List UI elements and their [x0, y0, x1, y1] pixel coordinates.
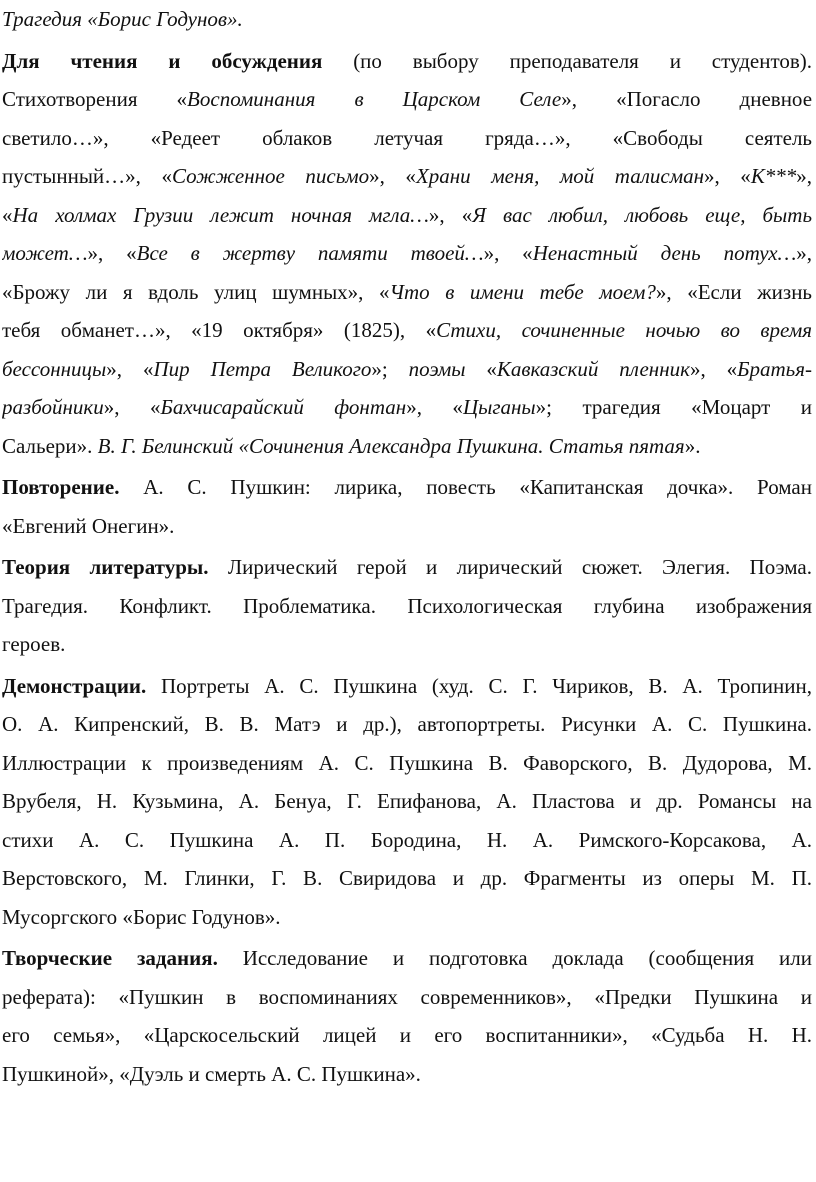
- italic-title: Бахчисарайский фонтан: [160, 395, 407, 419]
- italic-title: Воспоминания в Царском Селе: [187, 87, 562, 111]
- text-run: Сальери».: [2, 433, 98, 458]
- text-run: Пушкиной», «Дуэль и смерть А. С. Пушкина».: [2, 1061, 421, 1086]
- italic-title: поэмы: [408, 356, 466, 381]
- text-run: »,: [796, 241, 812, 265]
- text-line: [2, 1016, 812, 1055]
- text-line: [2, 234, 812, 273]
- text-line: [2, 427, 812, 466]
- text-line: [2, 859, 812, 898]
- text-run: Верстовского, М. Глинки, Г. В. Свиридова и др. Фрагменты из оперы М. П.: [2, 866, 812, 890]
- text-line: [2, 587, 812, 626]
- text-run: пустынный…», «: [2, 164, 172, 188]
- paragraph-literary-theory: [2, 548, 812, 664]
- text-line: [2, 898, 812, 937]
- text-line: [2, 705, 812, 744]
- text-line: [2, 42, 812, 81]
- text-line: [2, 978, 812, 1017]
- text-line: [2, 821, 812, 860]
- text-line: [2, 744, 812, 783]
- section-heading: Демонстрации.: [2, 673, 147, 698]
- text-run: », «: [106, 356, 154, 381]
- paragraph-tragedy-title: [2, 0, 812, 39]
- italic-title: Сожженное письмо: [171, 164, 370, 188]
- italic-title: Братья-: [737, 356, 812, 381]
- text-run: Врубеля, Н. Кузьмина, А. Бенуа, Г. Епифанова, А. Пластова и др. Романсы на: [2, 789, 812, 813]
- text-line: [2, 625, 812, 664]
- italic-title: Стихи, сочиненные ночью во время: [436, 318, 812, 342]
- italic-title: Трагедия «Борис Годунов».: [2, 7, 243, 31]
- text-line: [2, 548, 812, 587]
- text-line: [2, 667, 812, 706]
- text-line: [2, 0, 812, 39]
- text-run: Исследование и подготовка доклада (сообщения или: [217, 946, 812, 970]
- text-run: »; трагедия «Моцарт и: [535, 395, 812, 419]
- text-run: »,: [796, 164, 812, 188]
- text-run: », «: [704, 164, 751, 188]
- text-line: [2, 119, 812, 158]
- italic-title: Что в имени тебе моем?: [389, 279, 656, 304]
- paragraph-creative-tasks: [2, 939, 812, 1093]
- text-line: [2, 80, 812, 119]
- section-heading: Творческие задания.: [2, 946, 218, 970]
- italic-title: Я вас любил, любовь еще, быть: [472, 202, 812, 227]
- italic-title: Все в жертву памяти твоей…: [136, 241, 484, 265]
- text-line: [2, 388, 812, 427]
- italic-title: На холмах Грузии лежит ночная мгла…: [12, 202, 429, 227]
- italic-title: бессонницы: [2, 356, 107, 381]
- text-line: [2, 196, 812, 235]
- italic-title: Пир Петра Великого: [153, 356, 372, 381]
- text-line: [2, 311, 812, 350]
- paragraph-demonstrations: [2, 667, 812, 937]
- text-run: Трагедия. Конфликт. Проблематика. Психологическая глубина изображения: [2, 593, 812, 618]
- text-line: [2, 350, 812, 389]
- text-run: », «Если жизнь: [655, 279, 812, 304]
- text-line: [2, 939, 812, 978]
- text-run: Иллюстрации к произведениям А. С. Пушкина В. Фаворского, В. Дудорова, М.: [2, 750, 812, 775]
- text-run: Мусоргского «Борис Годунов».: [2, 904, 281, 929]
- text-run: тебя обманет…», «19 октября» (1825), «: [2, 318, 437, 342]
- text-line: [2, 782, 812, 821]
- text-run: (по выбору преподавателя и студентов).: [322, 48, 812, 73]
- text-run: », «: [483, 241, 533, 265]
- text-run: Стихотворения «: [2, 87, 188, 111]
- text-run: А. С. Пушкин: лирика, повесть «Капитанская дочка». Роман: [119, 475, 812, 499]
- italic-title: В. Г. Белинский «Сочинения Александра Пушкина. Статья пятая: [97, 433, 685, 458]
- text-run: Портреты А. С. Пушкина (худ. С. Г. Чириков, В. А. Тропинин,: [146, 673, 812, 698]
- text-run: »;: [371, 356, 409, 381]
- text-run: ».: [684, 433, 701, 458]
- text-line: [2, 157, 812, 196]
- paragraph-reading-list: [2, 42, 812, 466]
- text-run: стихи А. С. Пушкина А. П. Бородина, Н. А. Римского-Корсакова, А.: [2, 827, 812, 852]
- italic-title: Цыганы: [462, 395, 536, 419]
- text-line: [2, 273, 812, 312]
- text-run: », «: [87, 241, 137, 265]
- text-run: Лирический герой и лирический сюжет. Элегия. Поэма.: [208, 555, 812, 579]
- text-line: [2, 507, 812, 546]
- text-run: », «: [406, 395, 463, 419]
- text-run: », «: [369, 164, 416, 188]
- text-run: », «: [689, 356, 738, 381]
- section-heading: Теория литературы.: [2, 555, 209, 579]
- italic-title: может…: [2, 241, 88, 265]
- italic-title: разбойники: [2, 395, 104, 419]
- text-run: », «: [103, 395, 161, 419]
- text-run: светило…», «Редеет облаков летучая гряда…», «Свободы сеятель: [2, 125, 812, 150]
- text-run: », «Погасло дневное: [561, 87, 812, 111]
- section-heading: Для чтения и обсуждения: [2, 48, 323, 73]
- paragraph-review: [2, 468, 812, 545]
- text-run: реферата): «Пушкин в воспоминаниях современников», «Предки Пушкина и: [2, 984, 812, 1009]
- text-run: «: [465, 356, 497, 381]
- text-run: его семья», «Царскосельский лицей и его воспитанники», «Судьба Н. Н.: [2, 1023, 812, 1047]
- italic-title: Храни меня, мой талисман: [415, 164, 705, 188]
- text-run: «: [2, 202, 13, 227]
- italic-title: Ненастный день потух…: [532, 241, 797, 265]
- text-run: О. А. Кипренский, В. В. Матэ и др.), автопортреты. Рисунки А. С. Пушкина.: [2, 712, 812, 736]
- text-run: героев.: [2, 632, 66, 656]
- section-heading: Повторение.: [2, 475, 120, 499]
- text-line: [2, 1055, 812, 1094]
- text-run: », «: [428, 202, 473, 227]
- italic-title: К***: [750, 164, 797, 188]
- italic-title: Кавказский пленник: [496, 356, 690, 381]
- text-run: «Евгений Онегин».: [2, 513, 175, 538]
- text-run: «Брожу ли я вдоль улиц шумных», «: [2, 279, 390, 304]
- text-line: [2, 468, 812, 507]
